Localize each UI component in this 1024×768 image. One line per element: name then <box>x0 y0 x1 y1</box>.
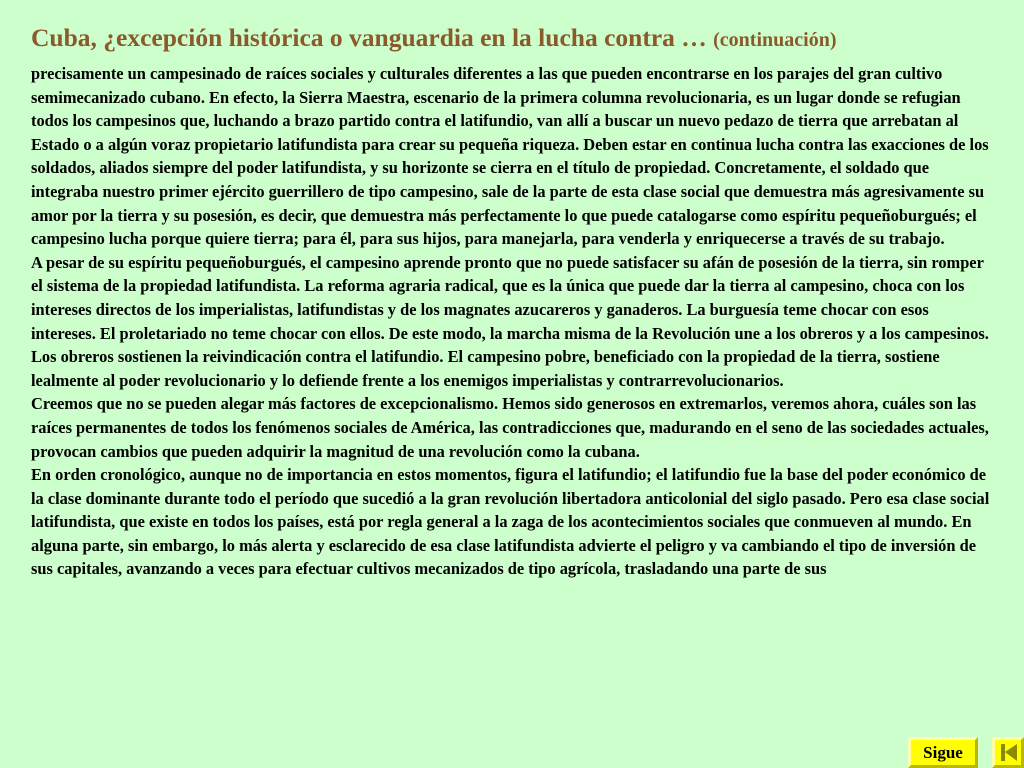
slide-subtitle: (continuación) <box>713 29 837 51</box>
next-button[interactable]: Sigue <box>908 737 978 768</box>
body-paragraph-3: Creemos que no se pueden alegar más factores de excepcionalismo. Hemos sido generosos en extremarlos, veremos ahora, cuáles son las raíces permanentes de todos los fenómenos sociales de América, las contradicciones que, madurando en el seno de las sociedades actuales, provocan cambios que pueden adquirir la magnitud de una revolución como la cubana. <box>31 394 989 461</box>
body-paragraph-2: A pesar de su espíritu pequeñoburgués, el campesino aprende pronto que no puede satisfacer su afán de posesión de la tierra, sin romper el sistema de la propiedad latifundista. La reforma agraria radical, que es la única que puede dar la tierra al campesino, choca con los intereses directos de los imperialistas, latifundistas y de los magnates azucareros y ganaderos. La burguesía teme chocar con esos intereses. El proletariado no teme chocar con ellos. De este modo, la marcha misma de la Revolución une a los obreros y a los campesinos. Los obreros sostienen la reivindicación contra el latifundio. El campesino pobre, beneficiado con la propiedad de la tierra, sostiene lealmente al poder revolucionario y lo defiende frente a los enemigos imperialistas y contrarrevolucionarios. <box>31 252 989 390</box>
return-arrow-icon <box>995 740 1021 765</box>
slide-title <box>31 20 1011 58</box>
body-paragraph-4: En orden cronológico, aunque no de importancia en estos momentos, figura el latifundio; el latifundio fue la base del poder económico de la clase dominante durante todo el período que sucedió a la gran revolución libertadora anticolonial del siglo pasado. Pero esa clase social latifundista, que existe en todos los países, está por regla general a la zaga de los acontecimientos sociales que conmueven al mundo. En alguna parte, sin embargo, lo más alerta y esclarecido de esa clase latifundista advierte el peligro y va cambiando el tipo de inversión de sus capitales, avanzando a veces para efectuar cultivos mecanizados de tipo agrícola, trasladando una parte de sus <box>31 465 990 579</box>
slide-title-text: Cuba, ¿excepción histórica o vanguardia en la lucha contra … <box>31 23 707 52</box>
return-button[interactable] <box>992 737 1024 768</box>
slide-body <box>31 62 993 581</box>
body-paragraph-1: precisamente un campesinado de raíces sociales y culturales diferentes a las que pueden encontrarse en los parajes del gran cultivo semimecanizado cubano. En efecto, la Sierra Maestra, escenario de la primera columna revolucionaria, es un lugar donde se refugian todos los campesinos que, luchando a brazo partido contra el latifundio, van allí a buscar un nuevo pedazo de tierra que arrebatan al Estado o a algún voraz propietario latifundista para crear su pequeña riqueza. Deben estar en continua lucha contra las exacciones de los soldados, aliados siempre del poder latifundista, y su horizonte se cierra en el título de propiedad. Concretamente, el soldado que integraba nuestro primer ejército guerrillero de tipo campesino, sale de la parte de esta clase social que demuestra más agresivamente su amor por la tierra y su posesión, es decir, que demuestra más perfectamente lo que puede catalogarse como espíritu pequeñoburgués; el campesino lucha porque quiere tierra; para él, para sus hijos, para manejarla, para venderla y enriquecerse a través de su trabajo. <box>31 64 989 249</box>
